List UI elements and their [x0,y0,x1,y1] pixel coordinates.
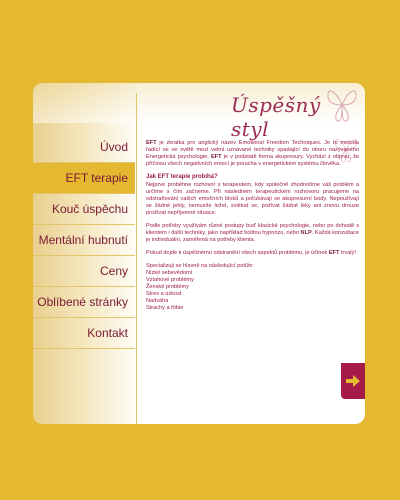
arrow-right-icon [346,375,360,387]
methods-text: Podle potřeby využívám různé postupy buď klasické psychologie, nebo po dohodě s klientem i další techniky, jako například bolitou hypnózu, nebo [146,223,359,236]
intro-tail: je v podstatě forma akupresury. Vychází z objevu, že příčinou všech negativních emocí je porucha v energetickém systému člověka. [146,154,360,167]
content-card [33,83,365,424]
eft-term: EFT [146,140,157,146]
methods-tail: . Každá konzultace je individuální, zaměřená na potřeby klienta. [146,230,360,243]
methods-paragraph [146,223,359,244]
menu-item-mentalni-hubnuti[interactable]: Mentální hubnutí [33,225,135,256]
list-item: Stres a úzkost [146,291,182,297]
main-menu [33,132,135,349]
effect-paragraph [146,250,359,257]
eft-term: EFT [328,250,340,256]
list-item: Ženské problémy [146,284,189,290]
menu-item-ceny[interactable]: Ceny [33,256,135,287]
list-item: Vztahové problémy [146,277,194,283]
main-content [146,140,359,312]
nlp-term: NLP [300,230,312,236]
menu-item-kontakt[interactable]: Kontakt [33,318,135,349]
intro-paragraph [146,140,359,168]
specialization-list [146,270,359,312]
intro-text: je zkratka pro anglický název Emotional Freedom Techniques. Je to metoda řadící se ve světě mezi velmi uznávané techniky spadající do oboru nazývaného Energetická psychologie. [146,140,359,160]
list-item: Nadváha [146,298,169,304]
menu-item-kouc-uspechu[interactable]: Kouč úspěchu [33,194,135,225]
menu-item-uvod[interactable]: Úvod [33,132,135,163]
butterfly-icon [325,85,359,125]
effect-text: Pokud dojde k úspěšnému odstranění všech aspektů problému, je účinek [146,250,329,256]
menu-item-oblibene-stranky[interactable]: Oblíbené stránky [33,287,135,318]
specialization-title: Specializuji se hlavně na následující potíže: [146,263,254,269]
site-logo: Úspěšný styl [231,93,321,141]
menu-item-eft-terapie[interactable]: EFT terapie [33,163,135,194]
list-item: Strachy a fóbie [146,305,184,311]
process-paragraph: Nejprve proběhne rozhovor s terapeutem, kdy společně zhodnotíme váš problém a určíme s čím začneme. Při následném terapeutickém rozhovoru pracujeme na odstraňování vašich emočních bloků a poťukávají se akupresurní body. Nepoužívají se žádné jehly, nemusíte ležet, svlékat se, požívat žádné léky ani znovu drouze prožívat nepříjemné situace. [146,182,359,216]
next-button[interactable] [341,363,365,399]
effect-tail: trvalý! [339,250,356,256]
eft-term: EFT [210,154,222,160]
list-item: Nízké sebevědomí [146,270,193,276]
section-question: Jak EFT terapie probíhá? [146,174,218,180]
menu-divider [136,93,137,424]
